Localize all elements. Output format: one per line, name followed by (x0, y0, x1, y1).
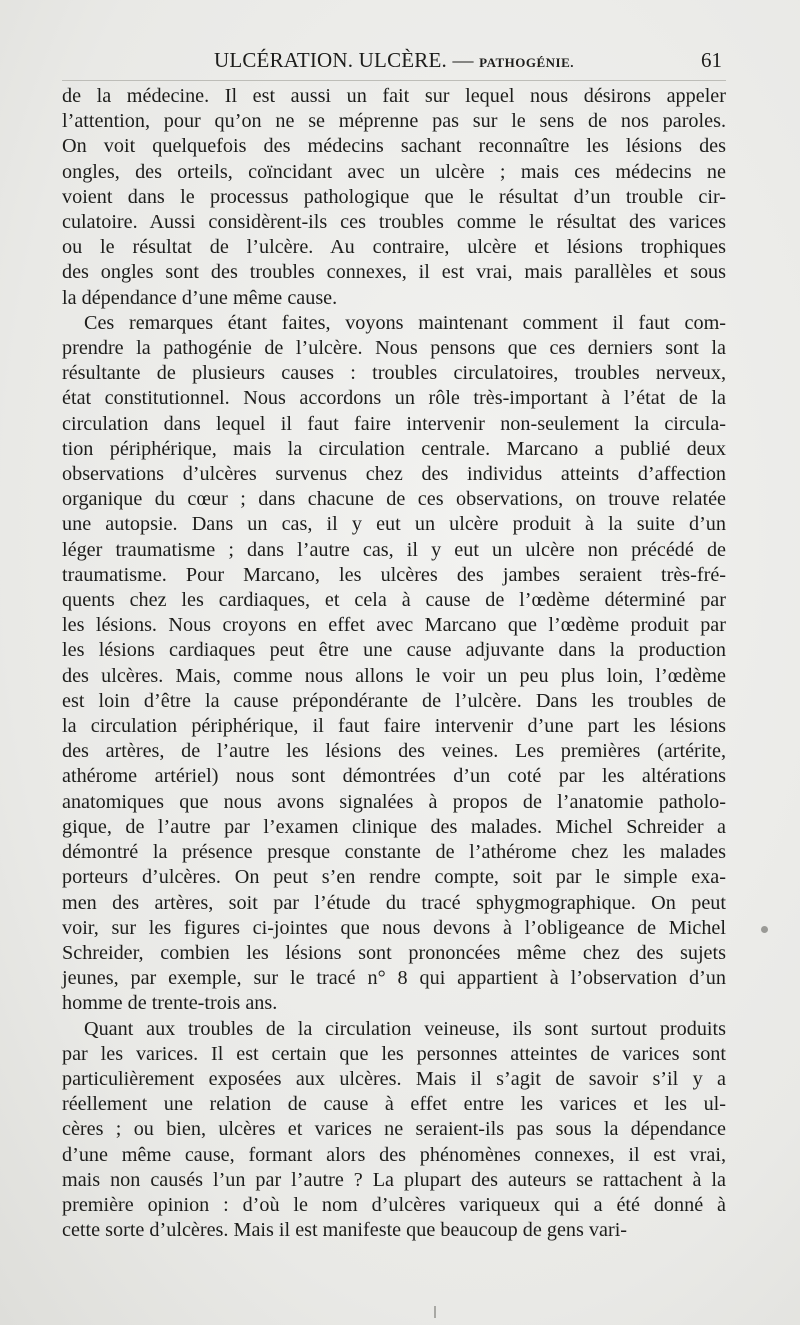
running-title (62, 48, 726, 73)
text-line: état constitutionnel. Nous accordons un rôle très-important à l’état de la (62, 387, 726, 410)
text-line: particulièrement exposées aux ulcères. Mais il s’agit de savoir s’il y a (62, 1067, 726, 1090)
running-title-subsection: PATHOGÉNIE. (479, 55, 575, 70)
text-line: ou le résultat de l’ulcère. Au contraire, ulcère et lésions trophiques (62, 236, 726, 259)
text-line: la dépendance d’une même cause. (62, 286, 338, 309)
text-line: circulation dans lequel il faut faire intervenir non-seulement la circula- (62, 412, 726, 435)
text-line: d’une même cause, formant alors des phénomènes connexes, il est vrai, (62, 1143, 726, 1166)
text-line: gique, de l’autre par l’examen clinique des malades. Michel Schreider a (62, 815, 726, 838)
text-line: première opinion : d’où le nom d’ulcères variqueux qui a été donné à (62, 1193, 726, 1216)
text-line: traumatisme. Pour Marcano, les ulcères des jambes seraient très-fré- (62, 563, 726, 586)
text-line: Ces remarques étant faites, voyons maintenant comment il faut com- (84, 311, 726, 334)
text-line: les lésions cardiaques peut être une cause adjuvante dans la production (62, 639, 726, 662)
text-line: Quant aux troubles de la circulation veineuse, ils sont surtout produits (84, 1017, 726, 1040)
text-line: léger traumatisme ; dans l’autre cas, il y eut un ulcère non précédé de (62, 538, 726, 561)
text-line: de la médecine. Il est aussi un fait sur lequel nous désirons appeler (62, 85, 726, 107)
text-line: des artères, de l’autre les lésions des veines. Les premières (artérite, (62, 740, 726, 763)
paragraph (62, 84, 726, 311)
text-line: culatoire. Aussi considèrent-ils ces troubles comme le résultat des varices (62, 211, 726, 234)
text-line: Schreider, combien les lésions sont prononcées même chez des sujets (62, 941, 726, 964)
text-line: prendre la pathogénie de l’ulcère. Nous pensons que ces derniers sont la (62, 337, 726, 360)
text-line: jeunes, par exemple, sur le tracé n° 8 qui appartient à l’observation d’un (62, 967, 726, 990)
paper-mark (434, 1306, 436, 1318)
text-line: voient dans le processus pathologique que le résultat d’un trouble cir- (62, 185, 726, 208)
text-line: est loin d’être la cause prépondérante de l’ulcère. Dans les troubles de (62, 689, 726, 712)
text-line: par les varices. Il est certain que les personnes atteintes de varices sont (62, 1042, 726, 1065)
page-number: 61 (701, 48, 722, 72)
text-line: des ongles sont des troubles connexes, il est vrai, mais parallèles et sous (62, 261, 726, 284)
text-line: les lésions. Nous croyons en effet avec Marcano que l’œdème produit par (62, 614, 726, 637)
text-line: voir, sur les figures ci-jointes que nous devons à l’obligeance de Michel (62, 916, 726, 939)
text-line: la circulation périphérique, il faut faire intervenir d’une part les lésions (62, 715, 726, 738)
paragraph (62, 311, 726, 1017)
text-line: cères ; ou bien, ulcères et varices ne seraient-ils pas sous la dépendance (62, 1118, 726, 1141)
body-text (62, 84, 726, 1243)
text-line: ongles, des orteils, coïncidant avec un ulcère ; mais ces médecins ne (62, 160, 726, 183)
running-header (62, 44, 726, 81)
text-line: athérome artériel) nous sont démontrées d’un coté par les altérations (62, 765, 726, 788)
text-line: organique du cœur ; dans chacune de ces observations, on trouve relatée (62, 488, 726, 511)
text-line: homme de trente-trois ans. (62, 992, 278, 1015)
text-line: une autopsie. Dans un cas, il y eut un ulcère produit à la suite d’un (62, 513, 726, 536)
text-line: porteurs d’ulcères. On peut s’en rendre compte, soit par le simple exa- (62, 866, 726, 889)
text-line: démontré la présence presque constante de l’athérome chez les malades (62, 841, 726, 864)
text-line: des ulcères. Mais, comme nous allons le voir un peu plus loin, l’œdème (62, 664, 726, 687)
text-line: résultante de plusieurs causes : troubles circulatoires, troubles nerveux, (62, 362, 726, 385)
text-line: mais non causés l’un par l’autre ? La plupart des auteurs se rattachent à la (62, 1168, 726, 1191)
text-line: anatomiques que nous avons signalées à propos de l’anatomie patholo- (62, 790, 726, 813)
text-line: observations d’ulcères survenus chez des individus atteints d’affection (62, 463, 726, 486)
text-line: On voit quelquefois des médecins sachant reconnaître les lésions des (62, 135, 726, 158)
paragraph (62, 1017, 726, 1244)
text-line: quents chez les cardiaques, et cela à cause de l’œdème déterminé par (62, 589, 726, 612)
running-title-main: ULCÉRATION. ULCÈRE. — (213, 48, 474, 72)
text-line: cette sorte d’ulcères. Mais il est manifeste que beaucoup de gens vari- (62, 1219, 628, 1242)
text-line: men des artères, soit par l’étude du tracé sphygmographique. On peut (62, 891, 726, 914)
margin-speck (761, 926, 768, 933)
text-line: réellement une relation de cause à effet entre les varices et les ul- (62, 1093, 726, 1116)
text-line: tion périphérique, mais la circulation centrale. Marcano a publié deux (62, 437, 726, 460)
text-line: l’attention, pour qu’on ne se méprenne pas sur le sens de nos paroles. (62, 110, 726, 133)
